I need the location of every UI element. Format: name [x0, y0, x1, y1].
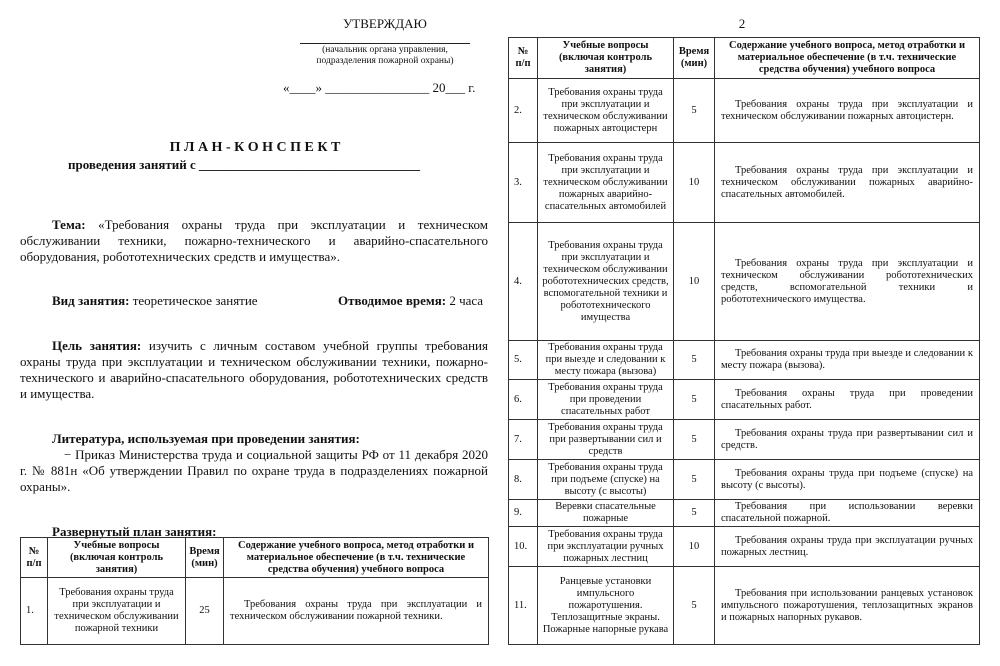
- row-time: 5: [674, 79, 715, 143]
- row-num: 8.: [509, 460, 538, 500]
- row-num: 10.: [509, 527, 538, 567]
- literature-item: − Приказ Министерства труда и социальной защиты РФ от 11 декабря 2020 г. № 881н «Об утверждении Правил по охране труда в подразделениях пожарной охраны».: [20, 447, 488, 494]
- row-time: 5: [674, 567, 715, 645]
- row-question: Требования охраны труда при подъеме (спуске) на высоту (с высоты): [538, 460, 674, 500]
- row-num: 2.: [509, 79, 538, 143]
- table-row: [509, 143, 980, 223]
- approve-subtitle: (начальник органа управления, подразделения пожарной охраны): [316, 45, 454, 66]
- table-row: [509, 380, 980, 420]
- row-question: Требования охраны труда при эксплуатации и техническом обслуживании робототехнических средств, вспомогательной техники и робототехнического имущества: [538, 223, 674, 341]
- table-row: [509, 79, 980, 143]
- goal-paragraph: [20, 338, 488, 402]
- header-content: Содержание учебного вопроса, метод отработки и материальное обеспечение (в т.ч. технические средства обучения) учебного вопроса: [224, 538, 489, 578]
- row-num: 4.: [509, 223, 538, 341]
- header-questions: Учебные вопросы (включая контроль занятия): [48, 538, 186, 578]
- time-value: 2 часа: [449, 293, 484, 308]
- header-time: Время (мин): [674, 38, 715, 79]
- row-question: Требования охраны труда при проведении спасательных работ: [538, 380, 674, 420]
- row-time: 5: [674, 341, 715, 380]
- row-content: Требования охраны труда при эксплуатации и техническом обслуживании пожарных автоцистерн.: [715, 79, 980, 143]
- row-question: Требования охраны труда при выезде и следовании к месту пожара (вызова): [538, 341, 674, 380]
- class-type: [52, 293, 312, 309]
- row-question: Ранцевые установки импульсного пожаротушения. Теплозащитные экраны. Пожарные напорные рукава: [538, 567, 674, 645]
- literature-heading: Литература, используемая при проведении занятия:: [52, 431, 360, 446]
- table-row: [509, 460, 980, 500]
- row-content: Требования охраны труда при выезде и следовании к месту пожара (вызова).: [715, 341, 980, 380]
- class-type-value: теоретическое занятие: [132, 293, 258, 308]
- table-row: [509, 500, 980, 527]
- row-time: 5: [674, 380, 715, 420]
- topic-paragraph: [20, 217, 488, 265]
- table-row: [509, 223, 980, 341]
- topic-text: «Требования охраны труда при эксплуатации и техническом обслуживании техники, пожарно-технического и аварийно-спасательного оборудования, робототехнических средств и имущества».: [20, 217, 489, 264]
- row-question: Требования охраны труда при эксплуатации ручных пожарных лестниц: [538, 527, 674, 567]
- table-header-row: [509, 38, 980, 79]
- row-num: 11.: [509, 567, 538, 645]
- row-num: 5.: [509, 341, 538, 380]
- signature-line: [300, 43, 470, 44]
- row-content: Требования охраны труда при эксплуатации и техническом обслуживании пожарной техники.: [224, 578, 489, 645]
- row-content: Требования при использовании ранцевых установок импульсного пожаротушения, теплозащитных экранов и пожарных напорных рукавов.: [715, 567, 980, 645]
- table-header-row: [21, 538, 489, 578]
- time-allotted: [338, 293, 498, 309]
- row-content: Требования охраны труда при эксплуатации и техническом обслуживании пожарных аварийно-спасательных автомобилей.: [715, 143, 980, 223]
- doc-title: П Л А Н - К О Н С П Е К Т: [169, 140, 341, 155]
- row-time: 10: [674, 143, 715, 223]
- row-num: 7.: [509, 420, 538, 460]
- row-content: Требования охраны труда при подъеме (спуске) на высоту (с высоты).: [715, 460, 980, 500]
- row-question: Требования охраны труда при эксплуатации и техническом обслуживании пожарных автоцистерн: [538, 79, 674, 143]
- row-question: Веревки спасательные пожарные: [538, 500, 674, 527]
- header-num: № п/п: [509, 38, 538, 79]
- class-type-label: Вид занятия:: [52, 293, 130, 308]
- approve-title: УТВЕРЖДАЮ: [343, 16, 427, 31]
- header-time: Время (мин): [186, 538, 224, 578]
- row-time: 10: [674, 527, 715, 567]
- doc-subtitle: проведения занятий с __________________________________: [68, 157, 421, 172]
- table-row: [509, 567, 980, 645]
- row-num: 9.: [509, 500, 538, 527]
- plan-table-left: [20, 537, 489, 645]
- row-content: Требования охраны труда при эксплуатации ручных пожарных лестниц.: [715, 527, 980, 567]
- table-row: [21, 578, 489, 645]
- row-question: Требования охраны труда при эксплуатации и техническом обслуживании пожарных аварийно-спасательных автомобилей: [538, 143, 674, 223]
- date-line: «____» ________________ 20___ г.: [283, 80, 476, 95]
- row-time: 5: [674, 460, 715, 500]
- topic-label: Тема:: [52, 217, 86, 232]
- row-num: 1.: [21, 578, 48, 645]
- header-questions: Учебные вопросы (включая контроль занятия): [538, 38, 674, 79]
- table-row: [509, 341, 980, 380]
- table-row: [509, 420, 980, 460]
- row-question: Требования охраны труда при развертывании сил и средств: [538, 420, 674, 460]
- row-time: 5: [674, 420, 715, 460]
- row-time: 5: [674, 500, 715, 527]
- row-num: 3.: [509, 143, 538, 223]
- row-content: Требования охраны труда при эксплуатации и техническом обслуживании робототехнических средств, вспомогательной техники и робототехнического имущества.: [715, 223, 980, 341]
- header-num: № п/п: [21, 538, 48, 578]
- row-time: 25: [186, 578, 224, 645]
- row-content: Требования охраны труда при проведении спасательных работ.: [715, 380, 980, 420]
- row-time: 10: [674, 223, 715, 341]
- table-row: [509, 527, 980, 567]
- time-label: Отводимое время:: [338, 293, 447, 308]
- page-number: 2: [738, 16, 746, 31]
- goal-label: Цель занятия:: [52, 338, 142, 353]
- goal-text: изучить с личным составом учебной группы требования охраны труда при эксплуатации и техническом обслуживании техники, пожарно-технического и аварийно-спасательного оборудования, робототехнических средств и имущества.: [20, 338, 488, 401]
- row-content: Требования при использовании веревки спасательной пожарной.: [715, 500, 980, 527]
- row-num: 6.: [509, 380, 538, 420]
- header-content: Содержание учебного вопроса, метод отработки и материальное обеспечение (в т.ч. технические средства обучения) учебного вопроса: [715, 38, 980, 79]
- row-content: Требования охраны труда при развертывании сил и средств.: [715, 420, 980, 460]
- plan-heading: Развернутый план занятия:: [52, 524, 217, 539]
- plan-table-right: [508, 37, 980, 645]
- row-question: Требования охраны труда при эксплуатации и техническом обслуживании пожарной техники: [48, 578, 186, 645]
